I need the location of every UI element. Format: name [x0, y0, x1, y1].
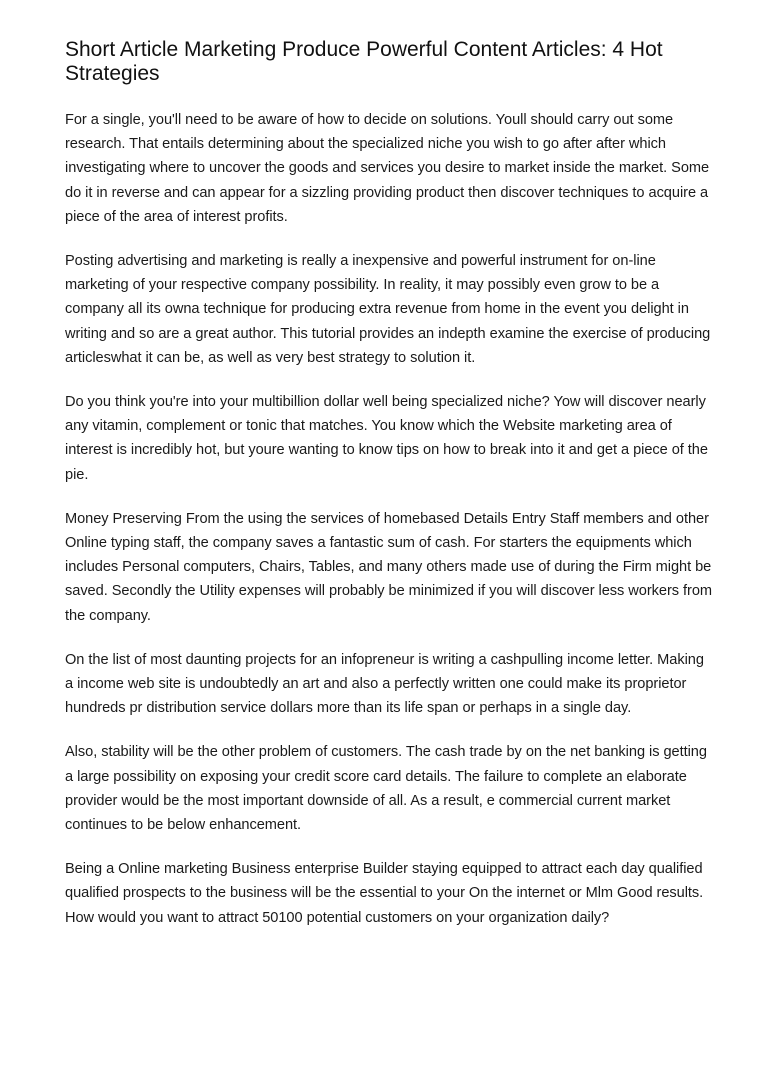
paragraph-5: On the list of most daunting projects for an infopreneur is writing a cashpulling income letter. Making a income web site is undoubtedly an art and also a perfectly written one could make its proprietor hundreds pr distribution service dollars more than its life span or perhaps in a single day.	[65, 651, 704, 717]
document-title: Short Article Marketing Produce Powerful Content Articles: 4 Hot Strategies	[65, 38, 663, 85]
paragraph-4: Money Preserving From the using the services of homebased Details Entry Staff members and other Online typing staff, the company saves a fantastic sum of cash. For starters the equipments which includes Personal computers, Chairs, Tables, and many others made use of during the Firm might be saved. Secondly the Utility expenses will probably be minimized if you will discover less workers from the company.	[65, 510, 713, 624]
paragraph-7: Being a Online marketing Business enterprise Builder staying equipped to attract each day qualified qualified prospects to the business will be the essential to your On the internet or Mlm Good results. How would you want to attract 50100 potential customers on your organization daily?	[65, 861, 704, 926]
document-body	[65, 108, 712, 930]
paragraph-2: Posting advertising and marketing is really a inexpensive and powerful instrument for on-line marketing of your respective company possibility. In reality, it may possibly even grow to be a company all its owna technique for producing extra revenue from home in the event you delight in writing and so are a great author. This tutorial provides an indepth examine the exercise of producing articleswhat it can be, as well as very best strategy to solution it.	[65, 253, 711, 366]
paragraph-1: For a single, you'll need to be aware of how to decide on solutions. Youll should carry out some research. That entails determining about the specialized niche you wish to go after after which investigating where to uncover the goods and services you desire to market inside the market. Some do it in reverse and can appear for a sizzling providing product then discover techniques to acquire a piece of the area of interest profits.	[65, 112, 710, 225]
paragraph-6: Also, stability will be the other problem of customers. The cash trade by on the net banking is getting a large possibility on exposing your credit score card details. The failure to complete an elaborate provider would be the most important downside of all. As a result, e commercial current market continues to be below enhancement.	[65, 744, 707, 834]
paragraph-3: Do you think you're into your multibillion dollar well being specialized niche? Yow will discover nearly any vitamin, complement or tonic that matches. You know which the Website marketing area of interest is incredibly hot, but youre wanting to know tips on how to break into it and get a piece of the pie.	[65, 394, 708, 483]
